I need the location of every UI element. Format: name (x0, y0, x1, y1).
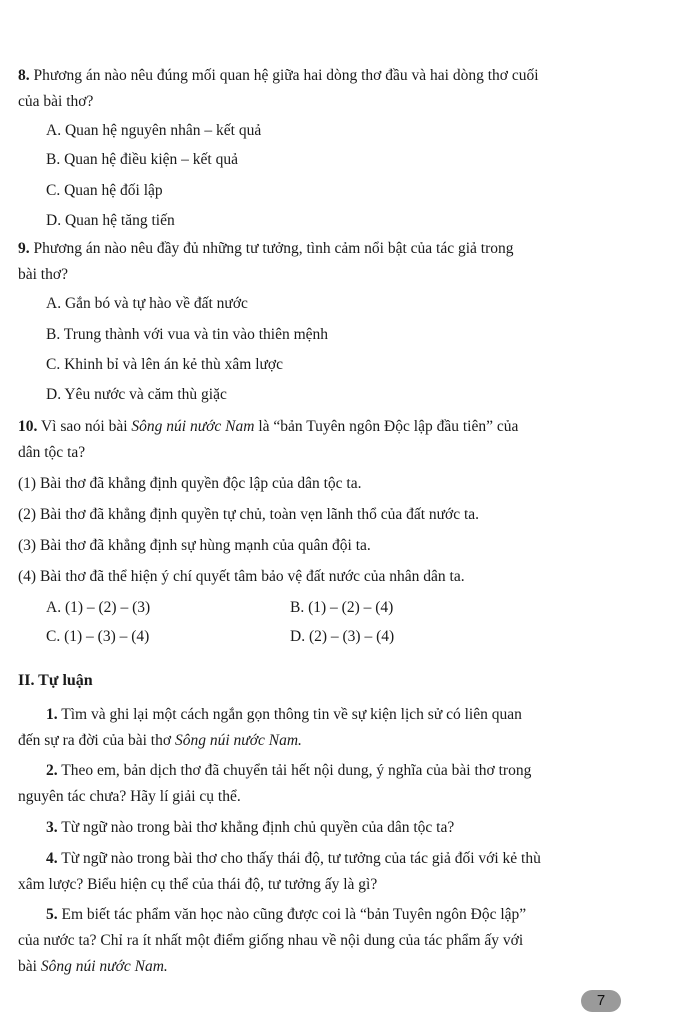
q10-option-c: C. (1) – (3) – (4) (46, 628, 150, 645)
q9-option-b: B. Trung thành với vua và tin vào thiên mệnh (46, 326, 329, 343)
essay-item-5-line2: của nước ta? Chỉ ra ít nhất một điểm giống nhau về nội dung của tác phẩm ấy với (18, 932, 524, 949)
q8-stem-line2: của bài thơ? (18, 93, 94, 110)
essay-item-5-line3 (18, 957, 168, 977)
q10-statement-1: (1) Bài thơ đã khẳng định quyền độc lập của dân tộc ta. (18, 475, 362, 492)
q8-option-a: A. Quan hệ nguyên nhân – kết quả (46, 122, 262, 139)
q10-stem-a: Vì sao nói bài (40, 418, 128, 435)
essay-item-2-line2: nguyên tác chưa? Hãy lí giải cụ thể. (18, 788, 241, 805)
essay-item-1-line1 (46, 705, 522, 725)
essay-item-4-line2: xâm lược? Biểu hiện cụ thể của thái độ, tư tưởng ấy là gì? (18, 876, 378, 893)
q8-option-b: B. Quan hệ điều kiện – kết quả (46, 151, 238, 168)
page-number-badge: 7 (581, 990, 621, 1012)
section-heading: II. Tự luận (18, 672, 93, 689)
essay-item-1-title: Sông núi nước Nam. (174, 732, 302, 749)
q9-number: 9. (18, 240, 30, 257)
q9-option-a: A. Gắn bó và tự hào về đất nước (46, 295, 248, 312)
essay-item-3-text: Từ ngữ nào trong bài thơ khẳng định chủ quyền của dân tộc ta? (61, 819, 455, 836)
q9-stem-text: Phương án nào nêu đầy đủ những tư tưởng, tình cảm nổi bật của tác giả trong (33, 240, 514, 257)
q10-number: 10. (18, 418, 38, 435)
essay-item-3-number: 3. (46, 819, 58, 836)
essay-item-1-number: 1. (46, 706, 58, 723)
q8-option-d: D. Quan hệ tăng tiến (46, 212, 175, 229)
essay-item-5-line3-text: bài (18, 958, 37, 975)
q9-option-d: D. Yêu nước và căm thù giặc (46, 386, 227, 403)
essay-item-2-number: 2. (46, 762, 58, 779)
essay-item-2-line1 (46, 761, 531, 781)
essay-item-4-text: Từ ngữ nào trong bài thơ cho thấy thái độ, tư tưởng của tác giả đối với kẻ thù (61, 850, 541, 867)
essay-item-5-number: 5. (46, 906, 58, 923)
essay-item-4-number: 4. (46, 850, 58, 867)
essay-item-5-line1 (46, 905, 526, 925)
essay-item-5-text: Em biết tác phẩm văn học nào cũng được coi là “bản Tuyên ngôn Độc lập” (61, 906, 527, 923)
essay-item-1-line2-text: đến sự ra đời của bài thơ (18, 732, 172, 749)
essay-item-2-text: Theo em, bản dịch thơ đã chuyển tải hết nội dung, ý nghĩa của bài thơ trong (61, 762, 532, 779)
essay-item-5-title: Sông núi nước Nam. (40, 958, 168, 975)
q8-option-c: C. Quan hệ đối lập (46, 182, 163, 199)
q10-statement-2: (2) Bài thơ đã khẳng định quyền tự chủ, toàn vẹn lãnh thổ của đất nước ta. (18, 506, 480, 523)
q10-option-a: A. (1) – (2) – (3) (46, 599, 151, 616)
q10-stem-line2: dân tộc ta? (18, 444, 86, 461)
q9-stem-line2: bài thơ? (18, 266, 68, 283)
essay-item-4-line1 (46, 849, 541, 869)
q10-statement-3: (3) Bài thơ đã khẳng định sự hùng mạnh của quân đội ta. (18, 537, 371, 554)
essay-item-3-line1 (46, 818, 454, 838)
q10-stem-b: là “bản Tuyên ngôn Độc lập đầu tiên” của (258, 418, 519, 435)
q8-stem-line1 (18, 66, 539, 86)
essay-item-1-line2 (18, 731, 302, 751)
q8-stem-text: Phương án nào nêu đúng mối quan hệ giữa hai dòng thơ đầu và hai dòng thơ cuối (33, 67, 539, 84)
q10-stem-line1 (18, 417, 518, 437)
q10-option-d: D. (2) – (3) – (4) (290, 628, 395, 645)
q9-stem-line1 (18, 239, 514, 259)
essay-item-1-text: Tìm và ghi lại một cách ngắn gọn thông tin về sự kiện lịch sử có liên quan (61, 706, 522, 723)
q8-number: 8. (18, 67, 30, 84)
q10-statement-4: (4) Bài thơ đã thể hiện ý chí quyết tâm bảo vệ đất nước của nhân dân ta. (18, 568, 465, 585)
q10-option-b: B. (1) – (2) – (4) (290, 599, 394, 616)
q9-option-c: C. Khinh bỉ và lên án kẻ thù xâm lược (46, 356, 283, 373)
q10-stem-title: Sông núi nước Nam (131, 418, 255, 435)
